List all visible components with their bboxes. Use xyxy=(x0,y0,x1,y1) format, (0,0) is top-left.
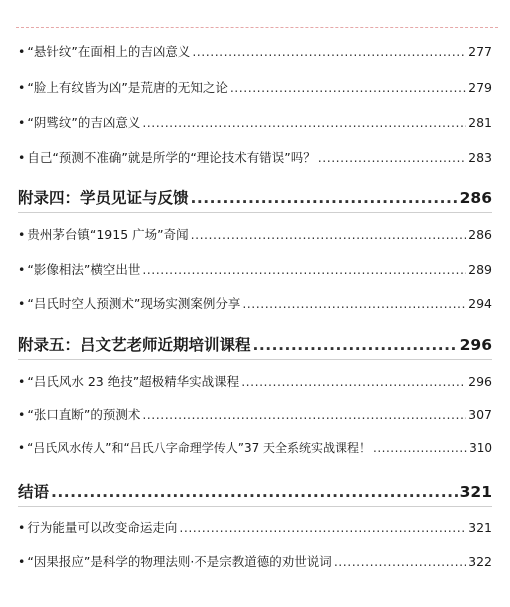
toc-entry[interactable] xyxy=(18,518,492,536)
toc-section-heading[interactable] xyxy=(18,480,492,502)
bullet-icon: • xyxy=(18,262,26,277)
toc-entry[interactable] xyxy=(18,439,492,456)
toc-entry[interactable] xyxy=(18,552,492,570)
toc-entry-page: 277 xyxy=(468,44,492,59)
bullet-icon: • xyxy=(18,150,26,165)
bullet-icon: • xyxy=(18,80,26,95)
bullet-icon: • xyxy=(18,296,26,311)
toc-section-title: 结语 xyxy=(18,483,50,501)
top-dashed-rule xyxy=(16,27,498,28)
toc-entry-page: 281 xyxy=(468,115,492,130)
bullet-icon: • xyxy=(18,115,26,130)
toc-entry-title: “吕氏时空人预测术”现场实测案例分享 xyxy=(27,296,241,311)
toc-entry-title: “影像相法”横空出世 xyxy=(27,262,141,277)
bullet-icon: • xyxy=(18,44,26,59)
toc-entry[interactable] xyxy=(18,294,492,312)
toc-entry-page: 289 xyxy=(468,262,492,277)
section-divider xyxy=(18,506,492,507)
toc-section-page: 296 xyxy=(459,336,492,354)
toc-section-heading[interactable] xyxy=(18,186,492,208)
bullet-icon: • xyxy=(18,520,26,535)
toc-entry-page: 296 xyxy=(468,374,492,389)
dot-leader xyxy=(373,441,467,455)
dot-leader xyxy=(192,44,466,59)
dot-leader xyxy=(253,336,458,354)
toc-entry-title: “因果报应”是科学的物理法则·不是宗教道德的劝世说词 xyxy=(27,554,332,569)
toc-entry-page: 307 xyxy=(468,407,492,422)
toc-entry-page: 322 xyxy=(468,554,492,569)
dot-leader xyxy=(142,115,466,130)
toc-entry-title: 贵州茅台镇“1915 广场”奇闻 xyxy=(27,227,189,242)
toc-entry[interactable] xyxy=(18,113,492,131)
toc-entry-title: “脸上有纹皆为凶”是荒唐的无知之论 xyxy=(27,80,228,95)
toc-section-page: 321 xyxy=(459,483,492,501)
dot-leader xyxy=(191,227,467,242)
toc-entry-page: 310 xyxy=(469,441,492,455)
toc-entry-page: 321 xyxy=(468,520,492,535)
bullet-icon: • xyxy=(18,374,26,389)
dot-leader xyxy=(318,150,466,165)
dot-leader xyxy=(334,554,466,569)
toc-entry-page: 283 xyxy=(468,150,492,165)
dot-leader xyxy=(142,262,466,277)
bullet-icon: • xyxy=(18,407,26,422)
toc-entry[interactable] xyxy=(18,225,492,243)
toc-entry-title: “吕氏风水传人”和“吕氏八字命理学传人”37 天全系统实战课程！ xyxy=(27,441,372,455)
toc-entry[interactable] xyxy=(18,42,492,60)
dot-leader xyxy=(242,296,466,311)
toc-entry[interactable] xyxy=(18,260,492,278)
bullet-icon: • xyxy=(18,441,26,455)
toc-entry-title: 行为能量可以改变命运走向 xyxy=(27,520,178,535)
dot-leader xyxy=(191,189,458,207)
toc-entry[interactable] xyxy=(18,148,492,166)
bullet-icon: • xyxy=(18,554,26,569)
toc-section-title: 附录五：吕文艺老师近期培训课程 xyxy=(18,336,251,354)
bullet-icon: • xyxy=(18,227,26,242)
toc-entry-page: 294 xyxy=(468,296,492,311)
toc-entry[interactable] xyxy=(18,405,492,423)
dot-leader xyxy=(179,520,466,535)
toc-entry[interactable] xyxy=(18,372,492,390)
dot-leader xyxy=(142,407,466,422)
toc-entry[interactable] xyxy=(18,78,492,96)
toc-entry-title: “吕氏风水 23 绝技”超极精华实战课程 xyxy=(27,374,240,389)
toc-section-heading[interactable] xyxy=(18,333,492,355)
section-divider xyxy=(18,212,492,213)
toc-entry-title: “阴骘纹”的吉凶意义 xyxy=(27,115,141,130)
toc-entry-title: 自己“预测不准确”就是所学的“理论技术有错误”吗？ xyxy=(27,150,316,165)
toc-entry-title: “张口直断”的预测术 xyxy=(27,407,141,422)
section-divider xyxy=(18,359,492,360)
toc-entry-title: “悬针纹”在面相上的吉凶意义 xyxy=(27,44,191,59)
dot-leader xyxy=(230,80,466,95)
toc-entry-page: 286 xyxy=(468,227,492,242)
toc-entry-page: 279 xyxy=(468,80,492,95)
toc-section-title: 附录四：学员见证与反馈 xyxy=(18,189,189,207)
toc-section-page: 286 xyxy=(459,189,492,207)
dot-leader xyxy=(51,483,458,501)
dot-leader xyxy=(241,374,466,389)
